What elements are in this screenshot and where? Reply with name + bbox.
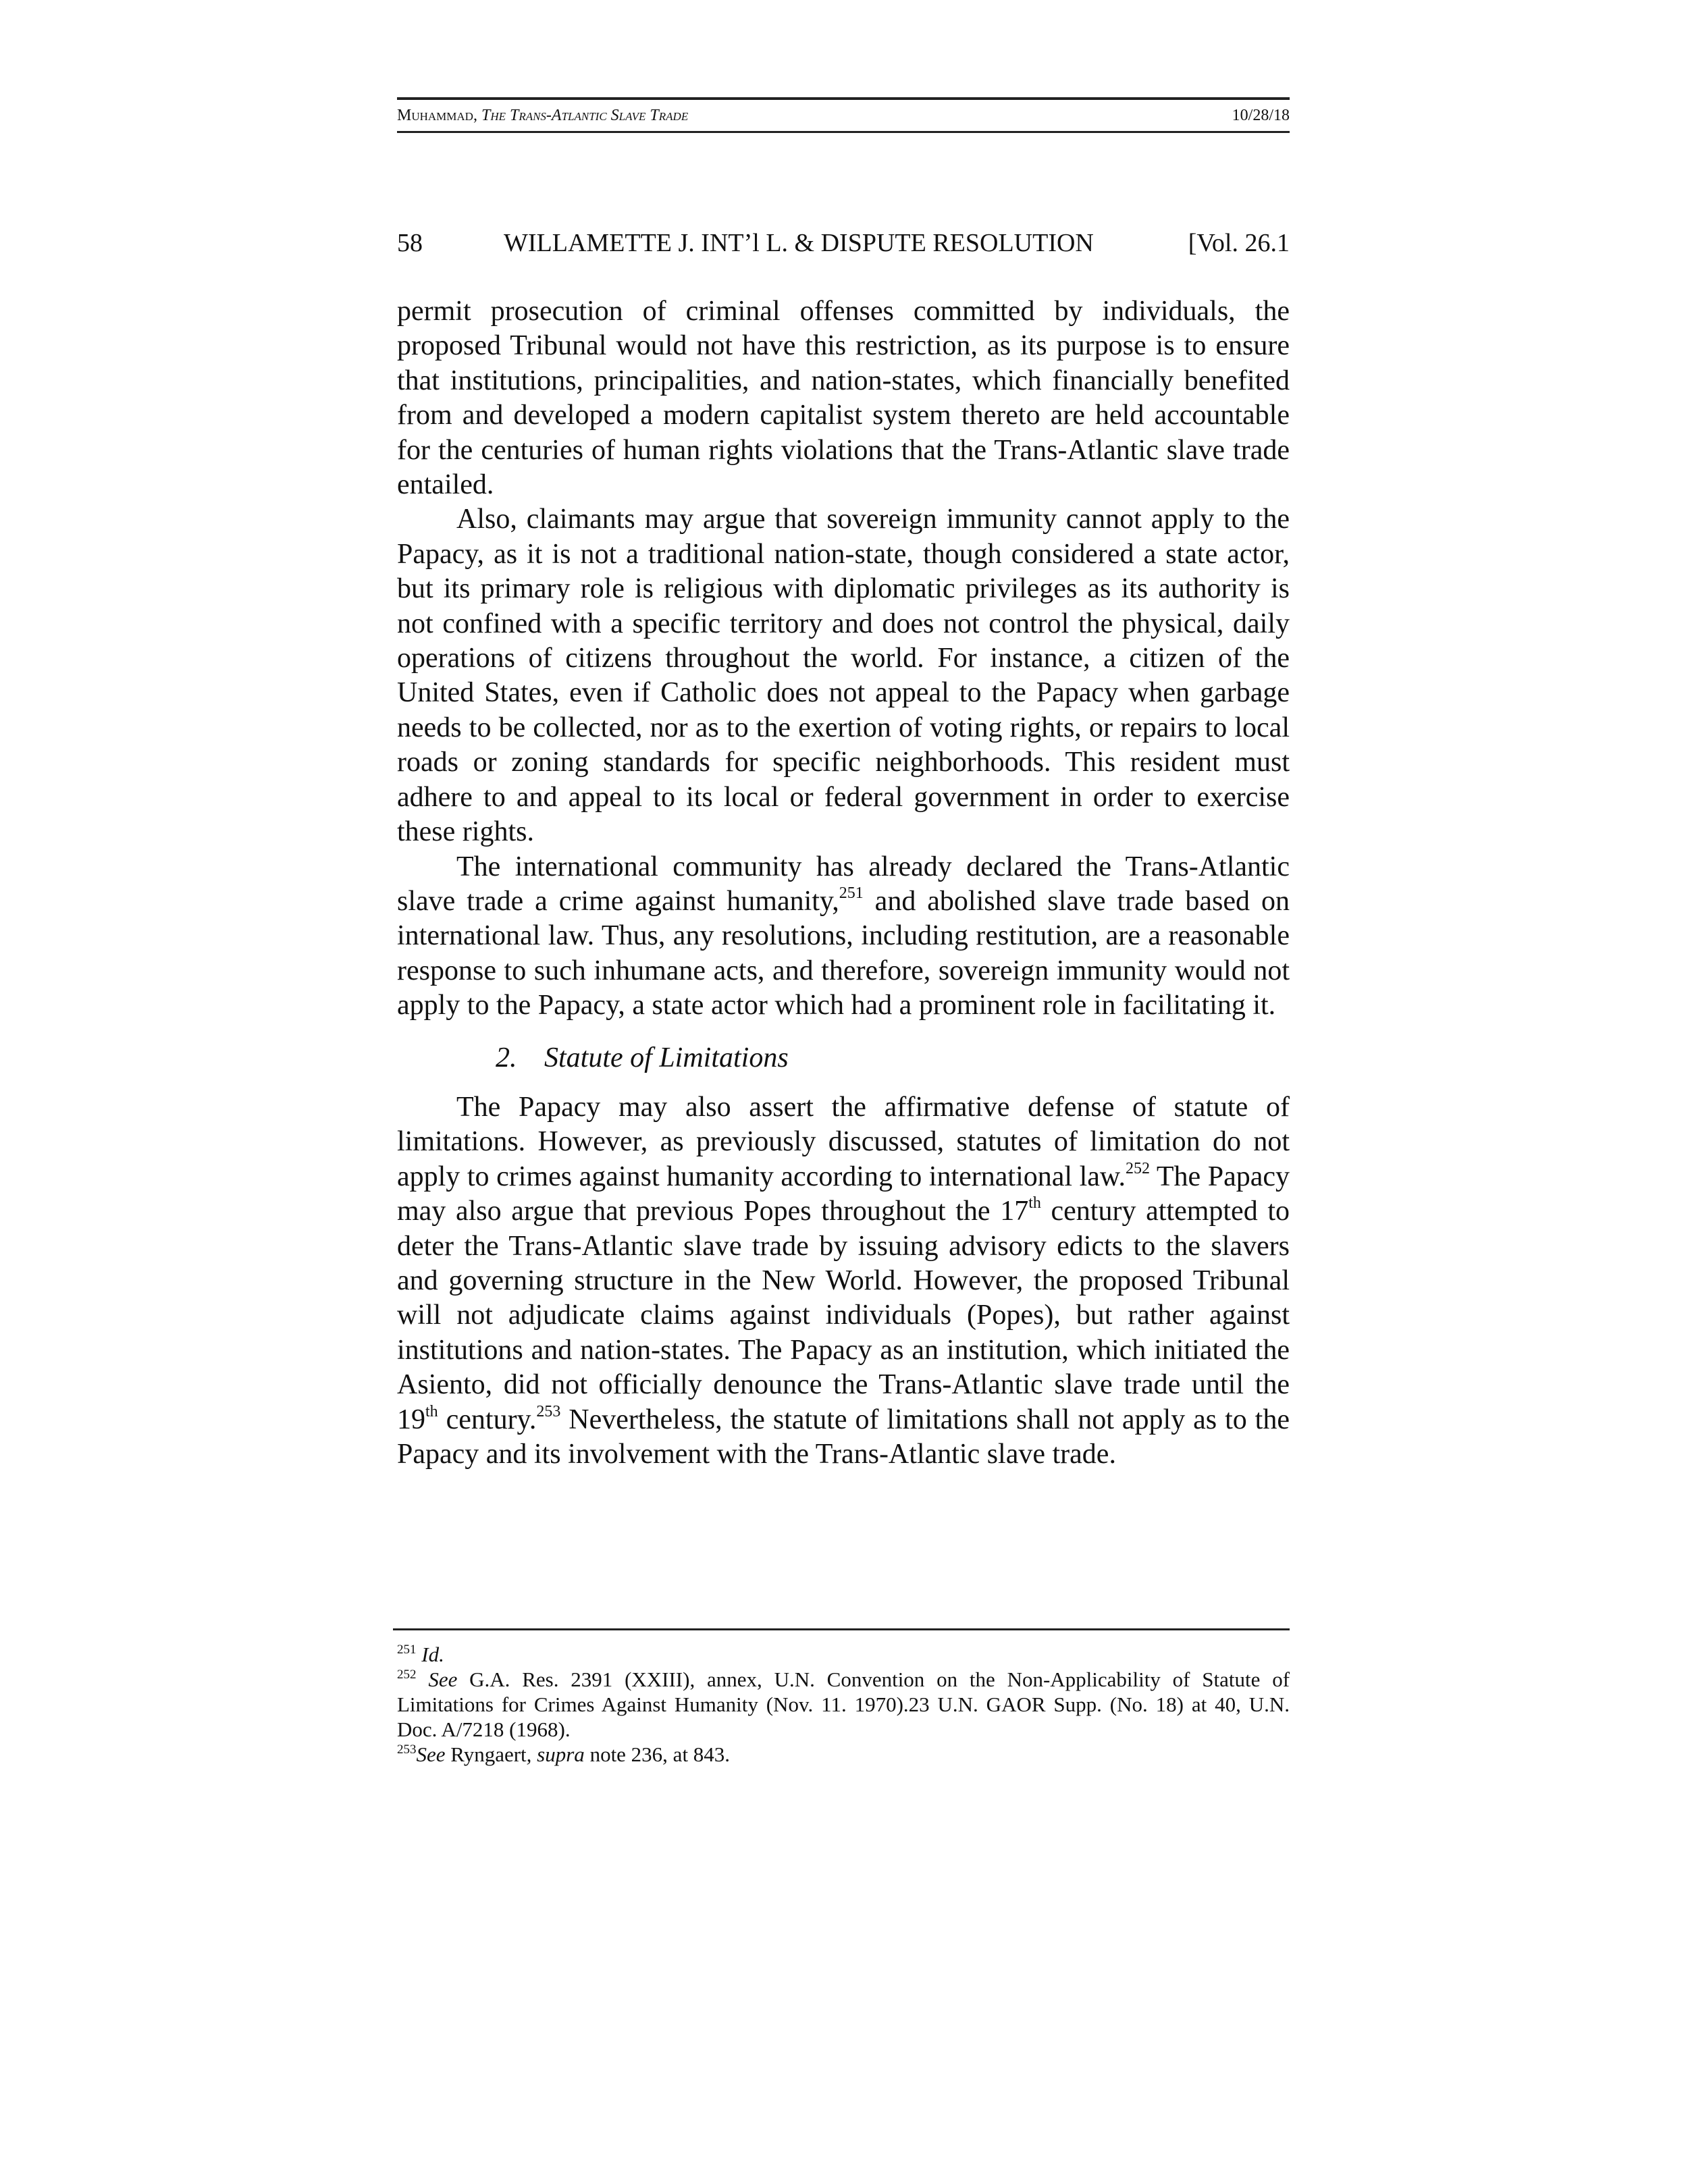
footnote-252 bbox=[397, 1667, 1290, 1742]
section-heading bbox=[397, 1041, 1290, 1075]
page-header bbox=[397, 226, 1290, 260]
footnote-ref-253: 253 bbox=[536, 1402, 561, 1420]
ordinal-suffix: th bbox=[1028, 1194, 1041, 1213]
footnote-signal: Id. bbox=[421, 1643, 444, 1666]
footnote-text: G.A. Res. 2391 (XXIII), annex, U.N. Convention on the Non-Applicability of Statute of Limitations for Crimes Against Humanity (Nov. 11. 1970).23 U.N. GAOR Supp. (No. 18) at 40, U.N. Doc. A/7218 (1968). bbox=[397, 1668, 1290, 1741]
paragraph-4-text-e: Nevertheless, the statute of limitations shall not apply as to the Papacy and its involvement with the Trans-Atlantic slave trade. bbox=[397, 1404, 1290, 1470]
journal-title: WILLAMETTE J. INT’l L. & DISPUTE RESOLUTION bbox=[504, 229, 1094, 257]
paragraph-4-text-d: century. bbox=[438, 1404, 537, 1435]
footnote-signal: See bbox=[428, 1668, 458, 1691]
running-head-article-title: The Trans-Atlantic Slave Trade bbox=[481, 107, 689, 124]
paragraph-3 bbox=[397, 850, 1290, 1023]
footnote-divider bbox=[393, 1628, 1290, 1630]
footnote-number: 253 bbox=[397, 1742, 417, 1757]
paragraph-3-text-a: The international community has already declared the Trans-Atlantic slave trade a crime against humanity, bbox=[397, 851, 1290, 917]
section-heading-number: 2. bbox=[496, 1042, 517, 1073]
ordinal-suffix: th bbox=[425, 1402, 438, 1420]
running-head-author: Muhammad, bbox=[397, 107, 477, 124]
footnote-number: 252 bbox=[397, 1668, 417, 1682]
running-head bbox=[397, 97, 1290, 133]
footnote-text: Ryngaert bbox=[445, 1742, 527, 1766]
running-head-title bbox=[397, 100, 688, 131]
paragraph-4-text-a: The Papacy may also assert the affirmative defense of statute of limitations. However, as previously discussed, statutes of limitation do not apply to crimes against humanity according to international law. bbox=[397, 1091, 1290, 1192]
section-heading-title: Statute of Limitations bbox=[544, 1042, 789, 1073]
paragraph-4-text-b: The Papacy may also argue that previous Popes throughout the 17 bbox=[397, 1161, 1290, 1227]
footnote-251 bbox=[397, 1642, 1290, 1667]
running-head-date: 10/28/18 bbox=[1232, 107, 1290, 124]
paragraph-4 bbox=[397, 1090, 1290, 1472]
volume-label: [Vol. 26.1 bbox=[1188, 229, 1290, 257]
footnote-number: 251 bbox=[397, 1643, 417, 1657]
footnote-ref-252: 252 bbox=[1126, 1159, 1151, 1177]
footnote-signal: See bbox=[416, 1742, 446, 1766]
footnotes bbox=[397, 1642, 1290, 1767]
page-number: 58 bbox=[397, 229, 423, 257]
footnote-253 bbox=[397, 1742, 1290, 1767]
paragraph-3-text-b: and abolished slave trade based on international law. Thus, any resolutions, including restitution, are a reasonable response to such inhumane acts, and therefore, sovereign immunity would not apply to the Papacy, a state actor which had a prominent role in facilitating it. bbox=[397, 885, 1290, 1021]
body-text bbox=[397, 294, 1290, 1472]
paragraph-1: permit prosecution of criminal offenses committed by individuals, the proposed Tribunal would not have this restriction, as its purpose is to ensure that institutions, principalities, and nation-states, which financially benefited from and developed a modern capitalist system thereto are held accountable for the centuries of human rights violations that the Trans-Atlantic slave trade entailed. bbox=[397, 296, 1290, 501]
footnote-supra: , supra bbox=[526, 1742, 585, 1766]
footnote-text: note 236, at 843. bbox=[584, 1742, 731, 1766]
paragraph-2: Also, claimants may argue that sovereign immunity cannot apply to the Papacy, as it is not a traditional nation-state, though considered a state actor, but its primary role is religious with diplomatic privileges as its authority is not confined with a specific territory and does not control the physical, daily operations of citizens throughout the world. For instance, a citizen of the United States, even if Catholic does not appeal to the Papacy when garbage needs to be collected, nor as to the exertion of voting rights, or repairs to local roads or zoning standards for specific neighborhoods. This resident must adhere to and appeal to its local or federal government in order to exercise these rights. bbox=[397, 504, 1290, 848]
paragraph-4-text-c: century attempted to deter the Trans-Atlantic slave trade by issuing advisory edicts to the slavers and governing structure in the New World. However, the proposed Tribunal will not adjudicate claims against individuals (Popes), but rather against institutions and nation-states. The Papacy as an institution, which initiated the Asiento, did not officially denounce the Trans-Atlantic slave trade until the 19 bbox=[397, 1196, 1290, 1435]
footnote-ref-251: 251 bbox=[839, 884, 864, 902]
